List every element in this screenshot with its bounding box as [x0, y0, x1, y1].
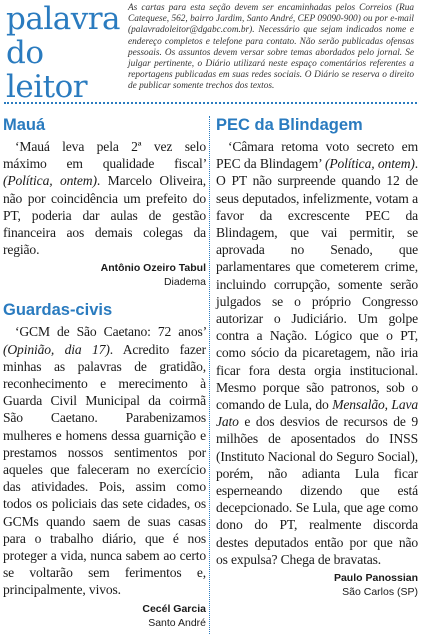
letter-separator: ,	[384, 397, 392, 413]
letter-author: Antônio Ozeiro Tabul	[100, 262, 206, 275]
right-column	[216, 116, 418, 599]
column-divider	[209, 116, 210, 634]
letter-source: (Política, ontem)	[3, 173, 97, 189]
section-title	[6, 1, 121, 105]
section-header	[0, 0, 421, 106]
letter-heading: Guardas-civis	[3, 301, 113, 320]
letter-body	[3, 138, 206, 258]
letter-text-a: . O PT não surpreende quando 12 de seus deputados, infelizmente, votam a favor da excrescente PEC da Blindagem, que vai permitir, se aprovada no Senado, que parlamentares que cometerem crime, incluindo corrupção, somente serão julgados se o próprio Congresso autorizar o Judiciário. Um golpe contra a Nação. Lógico que o PT, como sócio da picaretagem, não iria ficar fora desta orgia institucional. Mesmo porque são patronos, sob o comando de Lula, do	[216, 156, 418, 413]
letter-pec-blindagem	[216, 116, 418, 599]
submission-note: As cartas para esta seção devem ser encaminhadas pelos Correios (Rua Catequese, 562, bairro Jardim, Santo André, CEP 09090-900) ou por e-mail (palavradoleitor@dgabc.com.br). Necessário que sejam indicados nome e endereço completos e telefone para contato. Não serão publicadas ofensas pessoais. Os assuntos devem versar sobre temas abordados pelo jornal. Se julgar pertinente, o Diário utilizará neste espaço comentários referentes a reportagens publicadas em suas redes sociais. O Diário se reserva o direito de publicar somente trechos dos textos.	[128, 3, 414, 92]
section-title-line1: palavra	[6, 1, 121, 37]
letter-city: Diadema	[163, 276, 206, 289]
section-title-line2: do leitor	[6, 35, 88, 105]
letter-heading: Mauá	[3, 116, 46, 134]
letter-heading: PEC da Blindagem	[216, 116, 363, 134]
letter-body	[216, 138, 418, 568]
letter-source: (Política, ontem)	[325, 156, 415, 172]
letter-text: . Acredito fazer minhas as palavras de gratidão, reconhecimento e merecimento à Guarda Civil Municipal da coirmã São Caetano. Parabenizamos mulheres e homens dessa guarnição e prestamos nossos sentimentos por aqueles que faleceram no exercício das atividades. Pois, assim como todos os policiais das sete cidades, os GCMs quando saem de suas casas para o trabalho diário, que é nos proteger a vida, nunca sabem ao certo se voltarão sem ferimentos e, principalmente, vivos.	[3, 341, 206, 598]
letter-quote: ‘GCM de São Caetano: 72 anos’	[15, 324, 206, 340]
letter-text-b: e dos desvios de recursos de 9 milhões de aposentados do INSS (Instituto Nacional do Seguro Social), porém, não adianta Lula ficar esperneando dizendo que está decepcionado. Se Lula, que age como dono do PT, realmente discorda destes deputados então por que não os expulsa? Chega de bravatas.	[216, 414, 418, 567]
letter-quote: ‘Mauá leva pela 2ª vez selo máximo em qualidade fiscal’	[3, 139, 206, 172]
letter-source: (Opinião, dia 17)	[3, 341, 110, 357]
letter-guardas-civis	[3, 301, 206, 629]
letter-city: São Carlos (SP)	[342, 586, 418, 599]
left-column	[3, 116, 206, 630]
header-divider	[4, 102, 417, 104]
letter-text: . Marcelo Oliveira, não por coincidência um prefeito do PT, poderia dar aulas de gestão financeira aos demais colegas da região.	[3, 173, 207, 258]
letter-author: Cecél Garcia	[142, 602, 206, 615]
letter-maua	[3, 116, 206, 289]
letter-city: Santo André	[148, 616, 206, 629]
letter-emphasis: Lava Jato	[216, 397, 418, 430]
letter-body	[3, 323, 206, 598]
letter-emphasis: Mensalão	[332, 397, 385, 413]
letter-author: Paulo Panossian	[333, 572, 418, 585]
letter-quote: ‘Câmara retoma voto secreto em PEC da Blindagem’	[216, 139, 418, 172]
